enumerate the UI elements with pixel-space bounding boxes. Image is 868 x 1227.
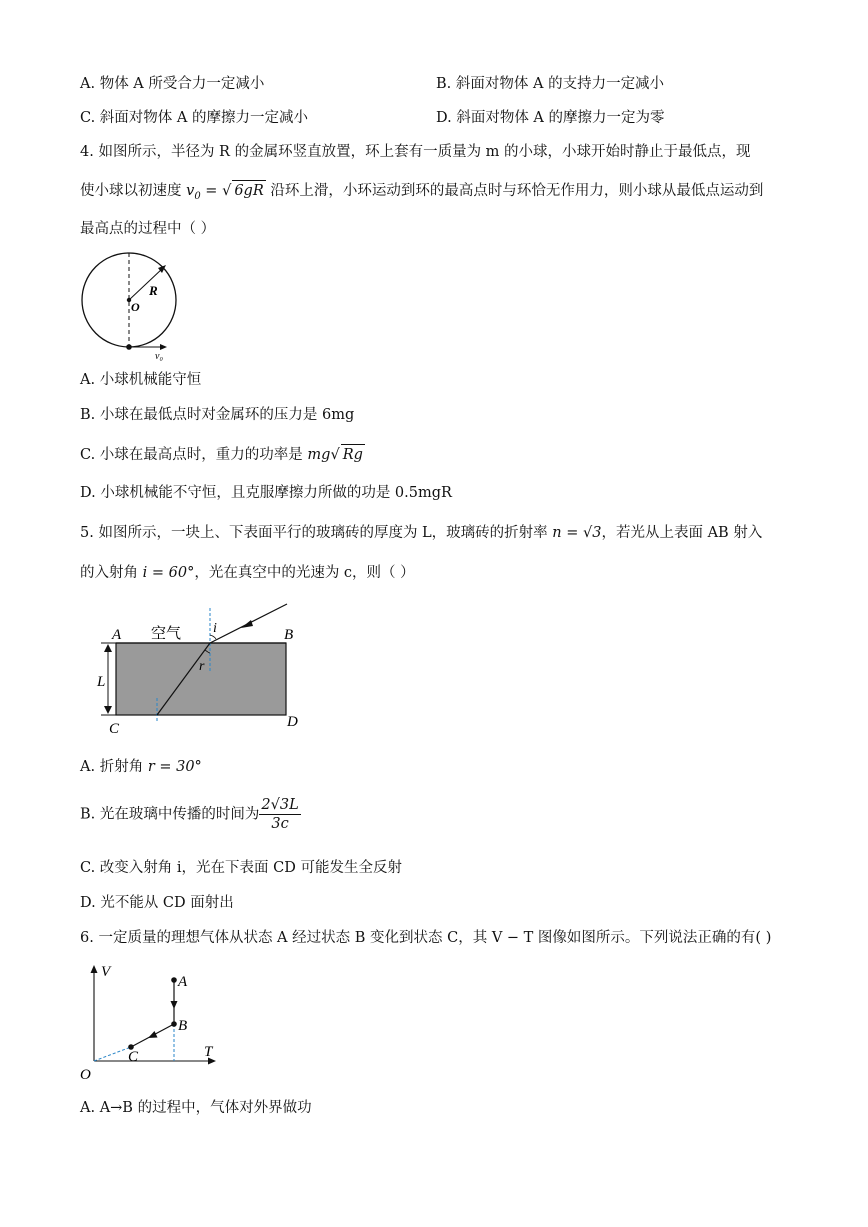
q4-option-d: D. 小球机械能不守恒，且克服摩擦力所做的功是 0.5mgR (80, 485, 452, 501)
arrow-a-b (171, 1001, 178, 1009)
q4-option-c-expr: mg (307, 447, 331, 463)
radius-line (129, 268, 163, 300)
q5-option-b-text: B. 光在玻璃中传播的时间为 (80, 806, 260, 823)
q5-option-b (80, 796, 301, 833)
q4-option-c-radicand: Rg (341, 444, 365, 465)
label-v0: v₀ (155, 351, 163, 362)
q4-option-a: A. 小球机械能守恒 (80, 372, 202, 388)
q4-sqrt-sign: √ (222, 183, 232, 199)
velocity-arrowhead (160, 344, 167, 350)
fraction-denominator: 3c (271, 816, 289, 832)
q4-radicand: 6gR (232, 180, 265, 201)
q4-v0-symbol: $v_0$ (186, 183, 201, 202)
label-b: B (284, 627, 294, 643)
label-air: 空气 (151, 626, 182, 642)
thickness-arrow-bottom (104, 706, 112, 714)
axis-label-t: T (204, 1044, 213, 1060)
state-b-label: B (178, 1018, 188, 1034)
q6-stem: 6. 一定质量的理想气体从状态 A 经过状态 B 变化到状态 C，其 V − T 图像如图所示。下列说法正确的有( ) (80, 930, 772, 946)
q4-stem-line1: 4. 如图所示，半径为 R 的金属环竖直放置，环上套有一质量为 m 的小球，小球开始时静止于最低点，现 (80, 144, 751, 160)
q5-option-a-expr: r = 30° (147, 759, 202, 775)
state-b-point (171, 1021, 177, 1027)
q4-option-b: B. 小球在最低点时对金属环的压力是 6mg (80, 407, 355, 423)
q3-option-b: B. 斜面对物体 A 的支持力一定减小 (436, 76, 665, 92)
q5-glass-figure (95, 598, 320, 743)
q4-stem-prefix: 使小球以初速度 (80, 183, 182, 199)
q3-option-a: A. 物体 A 所受合力一定减小 (80, 76, 265, 92)
q4-stem-suffix: 沿环上滑，小环运动到环的最高点时与环恰无作用力，则小球从最低点运动到 (265, 183, 764, 199)
q4-stem-line2 (80, 180, 763, 207)
state-a-label: A (178, 974, 188, 990)
axis-label-v: V (101, 964, 111, 980)
q5-stem-suffix: ，若光从上表面 AB 射入 (601, 525, 763, 541)
q4-stem-line3: 最高点的过程中（ ） (80, 221, 216, 237)
q5-n-expr: n = √3 (552, 525, 602, 541)
label-r: r (199, 659, 205, 674)
state-c-label: C (128, 1049, 139, 1065)
q5-stem2-prefix: 的入射角 (80, 565, 138, 581)
q3-option-c: C. 斜面对物体 A 的摩擦力一定减小 (80, 110, 308, 126)
label-r: R (149, 283, 158, 298)
q5-stem-prefix: 5. 如图所示，一块上、下表面平行的玻璃砖的厚度为 L，玻璃砖的折射率 (80, 525, 548, 541)
q5-option-a (80, 757, 202, 777)
state-a-point (171, 977, 177, 983)
q5-i-expr: i = 60° (142, 565, 195, 581)
q4-ring-figure (75, 248, 185, 363)
q5-option-c: C. 改变入射角 i，光在下表面 CD 可能发生全反射 (80, 860, 402, 876)
v-axis-arrow (91, 965, 98, 973)
q4-option-c-text: C. 小球在最高点时，重力的功率是 (80, 447, 303, 463)
glass-block (116, 643, 286, 715)
q5-stem-line1 (80, 523, 762, 543)
q6-vt-graph (76, 958, 226, 1086)
arrow-b-c (148, 1031, 158, 1038)
extension-line (94, 1047, 131, 1061)
label-d: D (287, 714, 298, 730)
q4-option-c-sqrt-sign: √ (330, 447, 340, 463)
label-a: A (112, 627, 122, 643)
label-i: i (213, 621, 217, 636)
thickness-arrow-top (104, 644, 112, 652)
q4-option-c (80, 444, 365, 465)
q4-equals: = (200, 183, 223, 199)
origin-label: O (80, 1067, 91, 1083)
q5-option-d: D. 光不能从 CD 面射出 (80, 895, 234, 911)
q5-stem2-suffix: ，光在真空中的光速为 c，则（ ） (194, 565, 415, 581)
q5-option-b-fraction (259, 796, 300, 833)
label-o: O (131, 300, 140, 314)
q3-option-d: D. 斜面对物体 A 的摩擦力一定为零 (436, 110, 665, 126)
ray-arrowhead (241, 620, 253, 628)
label-l: L (97, 674, 106, 690)
q5-option-a-text: A. 折射角 (80, 759, 144, 775)
q5-stem-line2 (80, 563, 415, 583)
label-c: C (109, 721, 120, 737)
fraction-numerator: 2√3L (261, 797, 299, 813)
q6-option-a: A. A→B 的过程中，气体对外界做功 (80, 1100, 312, 1116)
